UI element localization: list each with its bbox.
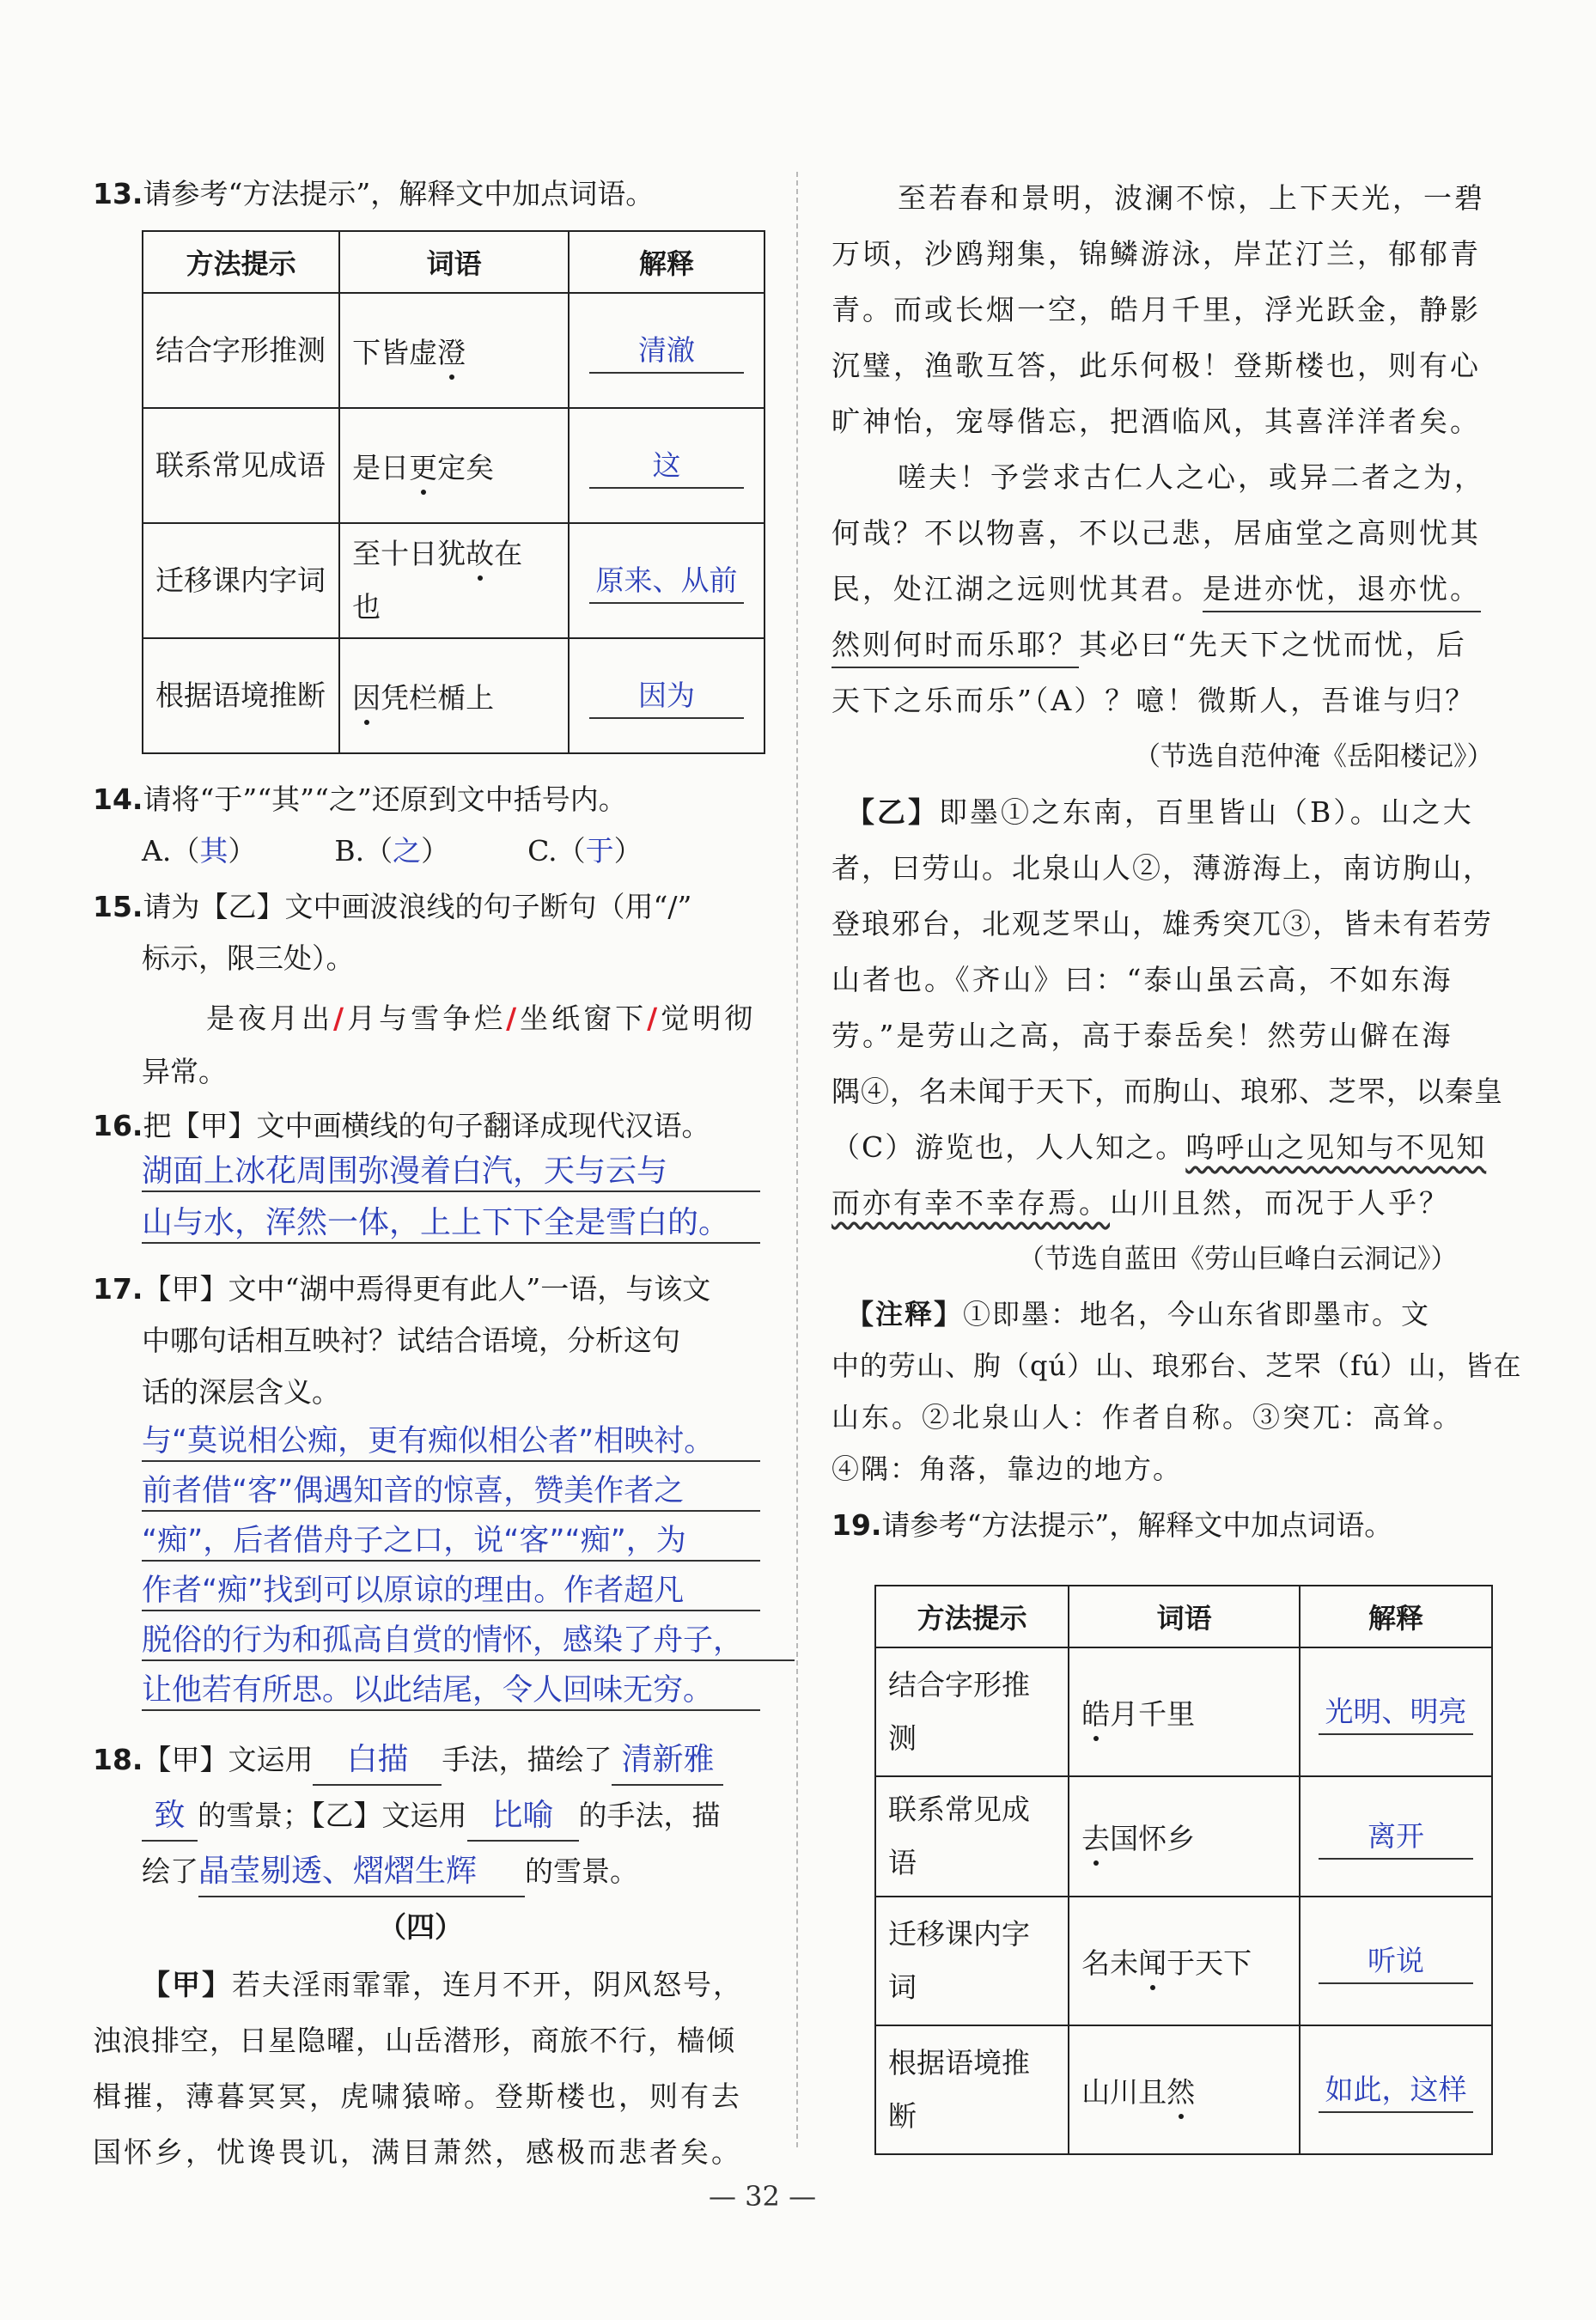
q14-answers: A.（其） B.（之） C.（于） <box>142 834 643 868</box>
q17-prompt: 17.【甲】文中“湖中焉得更有此人”一语，与该文 <box>93 1272 711 1306</box>
passage-line: 而亦有幸不幸存焉。山川且然，而况于人乎？ <box>832 1186 1450 1220</box>
table-row: 迁移课内字词 至十日犹故在 也 原来、从前 <box>143 523 764 638</box>
phrase-ming-wei-wen: 名未闻于天下 <box>1069 1897 1300 2025</box>
q17-prompt-2: 中哪句话相互映衬？试结合语境，分析这句 <box>142 1324 680 1357</box>
q14-prompt: 14.请将“于”“其”“之”还原到文中括号内。 <box>93 782 627 816</box>
page-number: — 32 — <box>709 2180 817 2213</box>
passage-line: 天下之乐而乐”（A）？噫！微斯人，吾谁与归？ <box>832 684 1477 717</box>
q16-answer-1: 湖面上冰花周围弥漫着白汽，天与云与 <box>142 1147 760 1192</box>
passage-line: 嗟夫！予尝求古仁人之心，或异二者之为， <box>898 460 1485 494</box>
q17-answer-line: 前者借“客”偶遇知音的惊喜，赞美作者之 <box>142 1467 760 1512</box>
q17-answer-line: 让他若有所思。以此结尾，令人回味无穷。 <box>142 1666 760 1711</box>
passage-line: 旷神怡，宠辱偕忘，把酒临风，其喜洋洋者矣。 <box>832 405 1481 438</box>
q15-sentence-end: 异常。 <box>142 1055 227 1088</box>
q15-prompt-2: 标示，限三处）。 <box>142 941 355 975</box>
q13-method-table <box>142 230 765 754</box>
passage-line: 青。而或长烟一空，皓月千里，浮光跃金，静影 <box>832 293 1481 326</box>
q18-line-1: 18.【甲】文运用 白描 手法，描绘了 清新雅 <box>93 1735 723 1786</box>
passage-line: 何哉？不以物喜，不以己悲，居庙堂之高则忧其 <box>832 516 1481 550</box>
q18-line-3: 绘了晶莹剔透、熠熠生辉 的雪景。 <box>142 1847 638 1897</box>
phrase-shan-chuan-qie-ran: 山川且然 <box>1069 2025 1300 2154</box>
source-note: （节选自蓝田《劳山巨峰白云洞记》） <box>1018 1244 1458 1275</box>
table-header: 词语 <box>339 231 569 293</box>
table-header: 方法提示 <box>143 231 339 293</box>
table-row: 结合字形推测 下皆虚澄 清澈 <box>143 293 764 408</box>
table-row: 迁移课内字词 名未闻于天下 听说 <box>875 1897 1492 2025</box>
jia-line: 浊浪排空，日星隐曜，山岳潜形，商旅不行，樯倾 <box>93 2024 735 2057</box>
table-row: 联系常见成语 是日更定矣 这 <box>143 408 764 523</box>
q13-prompt: 13.请参考“方法提示”，解释文中加点词语。 <box>93 177 655 210</box>
annotation-line: 山东。②北泉山人：作者自称。③突兀：高耸。 <box>832 1401 1464 1434</box>
table-row: 联系常见成语 去国怀乡 离开 <box>875 1776 1492 1897</box>
q17-answer-line: 与“莫说相公痴，更有痴似相公者”相映衬。 <box>142 1417 760 1462</box>
phrase-hao-yue-qian-li: 皓月千里 <box>1069 1647 1300 1776</box>
table-header: 解释 <box>1300 1586 1492 1647</box>
passage-line: 劳。”是劳山之高，高于泰岳矣！然劳山僻在海 <box>832 1019 1453 1052</box>
passage-line: 【乙】即墨①之东南，百里皆山（B）。山之大 <box>846 795 1474 829</box>
passage-line: 隅④，名未闻于天下，而朐山、琅邪、芝罘，以秦皇 <box>832 1075 1503 1108</box>
table-header: 解释 <box>569 231 764 293</box>
table-header: 词语 <box>1069 1586 1300 1647</box>
passage-line: 万顷，沙鸥翔集，锦鳞游泳，岸芷汀兰，郁郁青 <box>832 237 1481 271</box>
table-header: 方法提示 <box>875 1586 1069 1647</box>
passage-line: 沉璧，渔歌互答，此乐何极！登斯楼也，则有心 <box>832 349 1481 382</box>
table-row: 根据语境推断 山川且然 如此，这样 <box>875 2025 1492 2154</box>
q19-prompt: 19.请参考“方法提示”，解释文中加点词语。 <box>832 1508 1393 1542</box>
phrase-zhi-shi-ri: 至十日犹故在 也 <box>339 523 569 638</box>
q16-answer-2: 山与水，浑然一体，上上下下全是雪白的。 <box>142 1198 760 1244</box>
q17-prompt-3: 话的深层含义。 <box>142 1375 340 1409</box>
source-note: （节选自范仲淹《岳阳楼记》） <box>1134 741 1494 772</box>
q19-method-table <box>874 1585 1493 2155</box>
passage-line: 者，曰劳山。北泉山人②，薄游海上，南访朐山， <box>832 851 1493 885</box>
q16-prompt: 16.把【甲】文中画横线的句子翻译成现代汉语。 <box>93 1109 710 1142</box>
passage-line: 山者也。《齐山》曰：“泰山虽云高，不如东海 <box>832 963 1453 996</box>
q15-sentence: 是夜月出/月与雪争烂/坐纸窗下/觉明彻 <box>206 1002 757 1035</box>
q15-prompt: 15.请为【乙】文中画波浪线的句子断句（用“/” <box>93 890 692 923</box>
jia-line: 国怀乡，忧谗畏讥，满目萧然，感极而悲者矣。 <box>93 2135 742 2169</box>
passage-line: 民，处江湖之远则忧其君。是进亦忧，退亦忧。 <box>832 567 1481 607</box>
phrase-yin-ping-lan-shun-shang: 因凭栏楯上 <box>339 638 569 753</box>
passage-line: （C）游览也，人人知之。呜呼山之见知与不见知 <box>832 1130 1487 1164</box>
column-divider <box>796 172 798 2147</box>
q17-answer-line: 作者“痴”找到可以原谅的理由。作者超凡 <box>142 1567 760 1611</box>
q17-answer-line: 脱俗的行为和孤高自赏的情怀，感染了舟子， <box>142 1617 795 1661</box>
phrase-qu-guo-huai-xiang: 去国怀乡 <box>1069 1776 1300 1897</box>
phrase-shi-ri-geng-ding-yi: 是日更定矣 <box>339 408 569 523</box>
passage-line: 至若春和景明，波澜不惊，上下天光，一碧 <box>898 181 1485 215</box>
passage-line: 然则何时而乐耶？其必曰“先天下之忧而忧，后 <box>832 623 1467 663</box>
table-row: 根据语境推断 因凭栏楯上 因为 <box>143 638 764 753</box>
jia-line: 【甲】若夫淫雨霏霏，连月不开，阴风怒号， <box>142 1968 743 2001</box>
table-row: 结合字形推测 皓月千里 光明、明亮 <box>875 1647 1492 1776</box>
q18-line-2: 致 的雪景；【乙】文运用 比喻 的手法，描 <box>142 1791 721 1842</box>
annotation-line: ④隅：角落，靠边的地方。 <box>832 1452 1183 1485</box>
annotation-line: 中的劳山、朐（qú）山、琅邪台、芝罘（fú）山，皆在 <box>832 1349 1522 1382</box>
annotation-line: 【注释】①即墨：地名，今山东省即墨市。文 <box>846 1298 1431 1330</box>
section-heading: （四） <box>378 1910 463 1944</box>
phrase-xia-jie-xu-cheng: 下皆虚澄 <box>339 293 569 408</box>
q17-answer-line: “痴”，后者借舟子之口，说“客”“痴”，为 <box>142 1517 760 1562</box>
jia-line: 楫摧，薄暮冥冥，虎啸猿啼。登斯楼也，则有去 <box>93 2079 742 2113</box>
passage-line: 登琅邪台，北观芝罘山，雄秀突兀③，皆未有若劳 <box>832 907 1493 941</box>
